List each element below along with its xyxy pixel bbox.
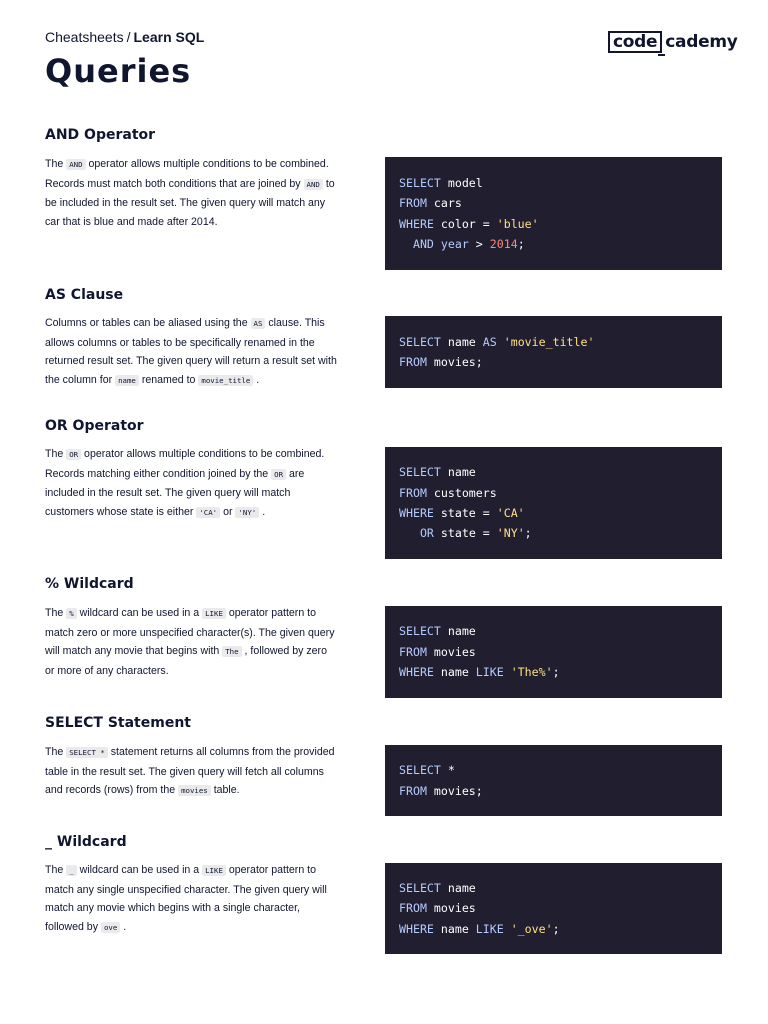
desc-text: or [220,505,236,518]
section-title-select-statement: SELECT Statement [45,715,191,731]
code-string: 'The%' [510,665,553,680]
code-text [399,237,413,251]
code-keyword: SELECT [399,880,441,895]
code-line [399,919,708,939]
code-text: ; [524,526,532,541]
code-text: movies; [426,783,483,798]
code-keyword: SELECT [399,624,441,639]
section-title-underscore-wildcard: _ Wildcard [45,834,127,850]
code-text [504,665,511,679]
code-line [399,352,708,372]
desc-text: . [253,373,260,386]
code-text: name [433,665,476,680]
code-line [399,234,708,254]
code-string: 'blue' [496,216,539,231]
desc-text: . [120,920,127,933]
code-text: movies; [426,355,483,369]
desc-text: operator allows multiple conditions to be combined. Records matching either condition joined by the [45,448,325,480]
inline-code: OR [271,469,286,480]
code-keyword: SELECT [399,465,441,480]
code-text [497,335,504,349]
desc-text: operator allows multiple conditions to be combined. Records must match both conditions that are joined by [45,158,329,190]
desc-text: , followed by zero or more of any characters. [45,645,327,677]
desc-text: clause. This allows columns or tables to be specifically renamed in the returned result set. The given query will return a result set with the column for [45,317,337,386]
breadcrumb-current: Learn SQL [133,29,205,45]
code-line [399,193,708,213]
code-keyword: FROM [399,783,427,798]
code-line [399,662,708,682]
code-block-and-operator [385,157,722,270]
code-text: ; [552,665,560,680]
section-title-and-operator: AND Operator [45,127,156,143]
code-string: 'CA' [496,506,525,520]
code-keyword: WHERE [399,506,434,520]
code-text: name [440,334,483,349]
code-line [399,214,708,234]
desc-text: renamed to [138,373,199,386]
desc-text: The [45,864,67,876]
desc-text: statement returns all columns from the provided table in the result set. The given query will fetch all columns and records (rows) from the [45,746,335,796]
code-text: name [433,921,476,936]
code-keyword: LIKE [475,921,504,936]
code-text: name [440,624,476,639]
code-keyword: WHERE [399,921,434,936]
inline-code: name [115,375,139,386]
inline-code: % [66,608,76,619]
section-desc-or-operator [45,445,337,522]
desc-text: table. [210,784,240,796]
desc-text: wildcard can be used in a [76,607,203,619]
code-text: name [440,880,476,895]
code-block-as-clause [385,316,722,388]
desc-text: The [45,746,67,758]
code-line [399,621,708,641]
code-text [434,237,441,251]
code-text: name [440,465,476,480]
code-line [399,642,708,662]
code-block-percent-wildcard [385,606,722,698]
code-text [399,526,420,540]
desc-text: The [45,607,67,619]
logo-rest-text: cademy [665,32,738,52]
section-desc-percent-wildcard [45,604,337,680]
code-keyword: SELECT [399,175,441,190]
page-title: Queries [45,52,192,90]
code-text: ; [552,921,560,936]
inline-code: OR [66,449,81,460]
section-desc-select-statement [45,743,337,801]
code-block-select-statement [385,745,722,816]
code-text: color = [433,216,497,231]
code-keyword: WHERE [399,665,434,680]
breadcrumb-parent-link[interactable]: Cheatsheets [45,29,124,45]
code-string: 'movie_title' [503,334,595,349]
code-line [399,781,708,801]
code-keyword: WHERE [399,216,434,231]
code-string: '_ove' [510,921,553,936]
code-text [504,922,511,936]
code-keyword: year [440,236,469,251]
code-keyword: LIKE [475,665,504,680]
desc-text: operator pattern to match any single unspecified character. The given query will match any movie which begins with a single character, followed by [45,864,327,933]
section-desc-and-operator [45,155,337,231]
logo-boxed-text: code [608,31,662,53]
code-number: 2014 [489,236,518,251]
breadcrumb-separator: / [126,29,131,45]
code-line [399,523,708,543]
desc-text: are included in the result set. The given query will match customers whose state is either [45,467,305,518]
code-line [399,898,708,918]
code-keyword: FROM [399,901,427,916]
code-text: > [468,236,490,251]
desc-text: to be included in the result set. The given query will match any car that is blue and made after 2014. [45,177,335,228]
code-line [399,760,708,780]
inline-code: AS [251,318,266,329]
inline-code: _ [66,865,76,876]
code-keyword: FROM [399,355,427,369]
code-line [399,483,708,503]
code-keyword: AND [412,236,434,251]
code-keyword: SELECT [399,334,441,349]
codecademy-logo[interactable] [608,31,738,53]
code-keyword: AS [482,334,497,349]
breadcrumb [45,29,204,45]
code-line [399,878,708,898]
inline-code: AND [304,179,323,190]
code-line [399,462,708,482]
section-title-or-operator: OR Operator [45,418,144,434]
code-line [399,503,708,523]
code-text: movies [426,901,476,916]
desc-text: operator pattern to match zero or more unspecified character(s). The given query will match any movie that begins with [45,607,335,657]
section-desc-as-clause [45,314,337,390]
desc-text: Columns or tables can be aliased using the [45,317,251,329]
section-title-as-clause: AS Clause [45,287,124,303]
desc-text: wildcard can be used in a [76,864,203,876]
inline-code: movies [178,785,211,796]
code-text: customers [426,485,497,500]
code-block-or-operator [385,447,722,559]
code-keyword: FROM [399,196,427,211]
code-keyword: SELECT [399,763,441,778]
code-text: movies [426,644,476,659]
section-desc-underscore-wildcard [45,861,337,937]
code-text: ; [517,236,525,251]
code-string: 'NY' [496,526,525,541]
inline-code: 'NY' [235,507,259,518]
code-text: cars [426,196,462,211]
inline-code: movie_title [198,375,253,386]
code-keyword: OR [419,526,434,541]
code-keyword: FROM [399,485,427,500]
inline-code: AND [66,159,85,170]
inline-code: SELECT * [66,747,108,758]
code-text: * [440,763,455,778]
code-line [399,332,708,352]
code-keyword: FROM [399,644,427,659]
desc-text: The [45,448,67,460]
inline-code: LIKE [202,608,226,619]
desc-text: . [259,505,266,518]
code-line [399,173,708,193]
inline-code: ove [101,922,120,933]
code-text: state = [433,506,497,520]
section-title-percent-wildcard: % Wildcard [45,576,134,592]
code-text: model [440,175,483,190]
code-text: state = [433,526,497,541]
inline-code: 'CA' [196,507,220,518]
inline-code: The [222,646,241,657]
desc-text: The [45,158,67,170]
code-block-underscore-wildcard [385,863,722,954]
inline-code: LIKE [202,865,226,876]
